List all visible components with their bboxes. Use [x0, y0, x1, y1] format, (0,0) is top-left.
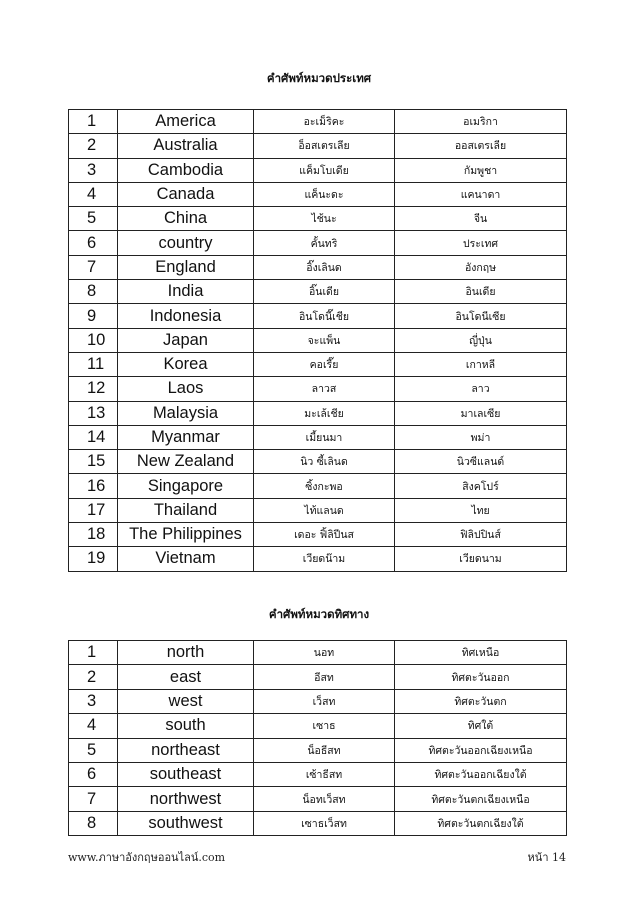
- row-number: 18: [69, 523, 118, 547]
- thai-meaning: ทิศตะวันออก: [395, 665, 567, 689]
- table-row: [69, 425, 567, 449]
- row-number: 8: [69, 811, 118, 835]
- thai-meaning: ออสเตรเลีย: [395, 134, 567, 158]
- directions-table: [68, 640, 567, 836]
- thai-meaning: ไทย: [395, 498, 567, 522]
- english-word: China: [118, 207, 254, 231]
- english-word: southwest: [118, 811, 254, 835]
- row-number: 5: [69, 738, 118, 762]
- row-number: 11: [69, 352, 118, 376]
- english-word: Thailand: [118, 498, 254, 522]
- row-number: 16: [69, 474, 118, 498]
- table-row: [69, 641, 567, 665]
- row-number: 5: [69, 207, 118, 231]
- row-number: 1: [69, 110, 118, 134]
- english-word: Vietnam: [118, 547, 254, 571]
- english-word: Indonesia: [118, 304, 254, 328]
- table-row: [69, 665, 567, 689]
- thai-meaning: อินโดนีเซีย: [395, 304, 567, 328]
- row-number: 15: [69, 450, 118, 474]
- pronunciation: จะแพ็น: [254, 328, 395, 352]
- thai-meaning: จีน: [395, 207, 567, 231]
- thai-meaning: ทิศตะวันตกเฉียงเหนือ: [395, 787, 567, 811]
- table-row: [69, 377, 567, 401]
- english-word: Laos: [118, 377, 254, 401]
- english-word: England: [118, 255, 254, 279]
- pronunciation: เซาธ: [254, 714, 395, 738]
- pronunciation: อีสท: [254, 665, 395, 689]
- pronunciation: แค็มโบเดีย: [254, 158, 395, 182]
- thai-meaning: ทิศใต้: [395, 714, 567, 738]
- pronunciation: นอท: [254, 641, 395, 665]
- english-word: Malaysia: [118, 401, 254, 425]
- pronunciation: เดอะ ฟิ้ลิปีนส: [254, 523, 395, 547]
- table-row: [69, 762, 567, 786]
- pronunciation: เวียดน๊าม: [254, 547, 395, 571]
- table-row: [69, 328, 567, 352]
- thai-meaning: ทิศเหนือ: [395, 641, 567, 665]
- pronunciation: อะเม็ริคะ: [254, 110, 395, 134]
- countries-table: [68, 109, 567, 572]
- row-number: 13: [69, 401, 118, 425]
- row-number: 3: [69, 689, 118, 713]
- english-word: southeast: [118, 762, 254, 786]
- table-row: [69, 255, 567, 279]
- english-word: west: [118, 689, 254, 713]
- thai-meaning: สิงคโปร์: [395, 474, 567, 498]
- pronunciation: อินโดนี๊เชีย: [254, 304, 395, 328]
- pronunciation: ไช้นะ: [254, 207, 395, 231]
- row-number: 7: [69, 787, 118, 811]
- table-row: [69, 304, 567, 328]
- thai-meaning: อินเดีย: [395, 280, 567, 304]
- table-row: [69, 787, 567, 811]
- thai-meaning: อังกฤษ: [395, 255, 567, 279]
- pronunciation: ซิ้งกะพอ: [254, 474, 395, 498]
- row-number: 2: [69, 134, 118, 158]
- english-word: country: [118, 231, 254, 255]
- english-word: Myanmar: [118, 425, 254, 449]
- row-number: 3: [69, 158, 118, 182]
- pronunciation: เมี้ยนมา: [254, 425, 395, 449]
- row-number: 12: [69, 377, 118, 401]
- thai-meaning: ทิศตะวันตกเฉียงใต้: [395, 811, 567, 835]
- pronunciation: น็อธีสท: [254, 738, 395, 762]
- table-row: [69, 158, 567, 182]
- pronunciation: อ็อสเตรเลีย: [254, 134, 395, 158]
- thai-meaning: นิวซีแลนด์: [395, 450, 567, 474]
- thai-meaning: ทิศตะวันออกเฉียงเหนือ: [395, 738, 567, 762]
- table-row: [69, 231, 567, 255]
- table-row: [69, 738, 567, 762]
- footer-page-number: หน้า 14: [527, 851, 566, 864]
- english-word: Singapore: [118, 474, 254, 498]
- pronunciation: อิ๊งเลินด: [254, 255, 395, 279]
- table-row: [69, 110, 567, 134]
- row-number: 14: [69, 425, 118, 449]
- thai-meaning: อเมริกา: [395, 110, 567, 134]
- english-word: Cambodia: [118, 158, 254, 182]
- table-row: [69, 714, 567, 738]
- english-word: north: [118, 641, 254, 665]
- thai-meaning: เกาหลี: [395, 352, 567, 376]
- row-number: 6: [69, 762, 118, 786]
- countries-title: คำศัพท์หมวดประเทศ: [266, 71, 372, 85]
- row-number: 17: [69, 498, 118, 522]
- english-word: Korea: [118, 352, 254, 376]
- table-row: [69, 474, 567, 498]
- thai-meaning: พม่า: [395, 425, 567, 449]
- pronunciation: ไท้แลนด: [254, 498, 395, 522]
- thai-meaning: ทิศตะวันออกเฉียงใต้: [395, 762, 567, 786]
- footer-website: www.ภาษาอังกฤษออนไลน์.com: [68, 851, 226, 864]
- row-number: 10: [69, 328, 118, 352]
- pronunciation: น็อทเว็สท: [254, 787, 395, 811]
- table-row: [69, 450, 567, 474]
- english-word: Canada: [118, 182, 254, 206]
- table-row: [69, 689, 567, 713]
- table-row: [69, 523, 567, 547]
- thai-meaning: กัมพูชา: [395, 158, 567, 182]
- row-number: 4: [69, 714, 118, 738]
- row-number: 19: [69, 547, 118, 571]
- pronunciation: ลาวส: [254, 377, 395, 401]
- pronunciation: คอเรี๊ย: [254, 352, 395, 376]
- table-row: [69, 182, 567, 206]
- table-row: [69, 280, 567, 304]
- english-word: northeast: [118, 738, 254, 762]
- english-word: Japan: [118, 328, 254, 352]
- table-row: [69, 498, 567, 522]
- row-number: 2: [69, 665, 118, 689]
- english-word: east: [118, 665, 254, 689]
- pronunciation: นิว ซี้เลินด: [254, 450, 395, 474]
- table-row: [69, 207, 567, 231]
- pronunciation: เซาธเว็สท: [254, 811, 395, 835]
- table-row: [69, 352, 567, 376]
- thai-meaning: ประเทศ: [395, 231, 567, 255]
- table-row: [69, 547, 567, 571]
- row-number: 1: [69, 641, 118, 665]
- english-word: northwest: [118, 787, 254, 811]
- table-row: [69, 401, 567, 425]
- table-row: [69, 134, 567, 158]
- pronunciation: อิ๊นเดีย: [254, 280, 395, 304]
- english-word: America: [118, 110, 254, 134]
- thai-meaning: ญี่ปุ่น: [395, 328, 567, 352]
- pronunciation: คั้นทริ: [254, 231, 395, 255]
- english-word: New Zealand: [118, 450, 254, 474]
- english-word: The Philippines: [118, 523, 254, 547]
- english-word: Australia: [118, 134, 254, 158]
- thai-meaning: ฟิลิปปินส์: [395, 523, 567, 547]
- row-number: 4: [69, 182, 118, 206]
- pronunciation: แค็นะดะ: [254, 182, 395, 206]
- pronunciation: มะเล้เชีย: [254, 401, 395, 425]
- row-number: 7: [69, 255, 118, 279]
- english-word: south: [118, 714, 254, 738]
- row-number: 8: [69, 280, 118, 304]
- row-number: 9: [69, 304, 118, 328]
- thai-meaning: ทิศตะวันตก: [395, 689, 567, 713]
- directions-title: คำศัพท์หมวดทิศทาง: [268, 607, 370, 621]
- row-number: 6: [69, 231, 118, 255]
- thai-meaning: แคนาดา: [395, 182, 567, 206]
- english-word: India: [118, 280, 254, 304]
- table-row: [69, 811, 567, 835]
- thai-meaning: ลาว: [395, 377, 567, 401]
- thai-meaning: มาเลเซีย: [395, 401, 567, 425]
- thai-meaning: เวียดนาม: [395, 547, 567, 571]
- pronunciation: เว็สท: [254, 689, 395, 713]
- pronunciation: เซ้าธีสท: [254, 762, 395, 786]
